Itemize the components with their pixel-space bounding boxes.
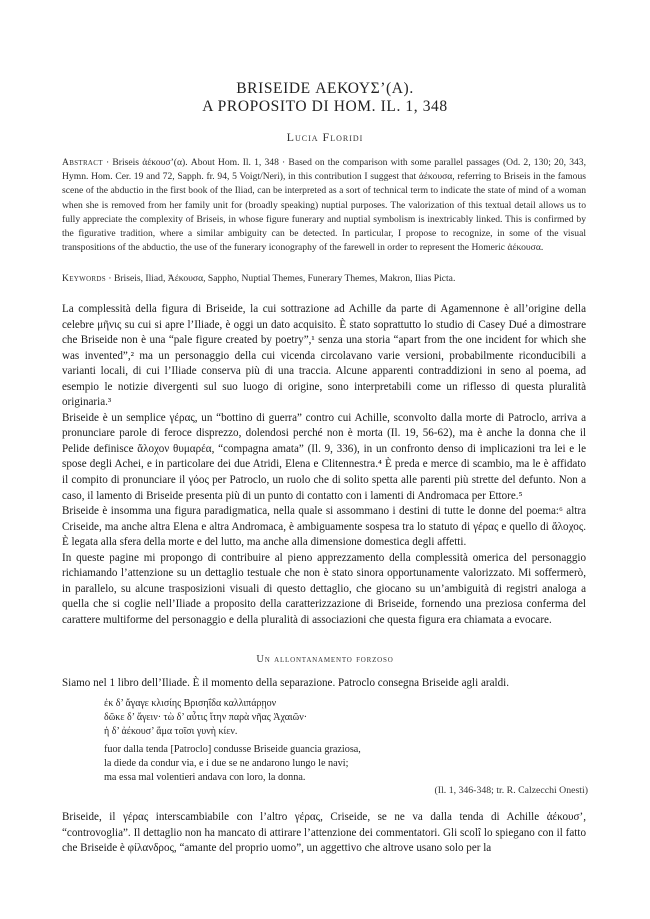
greek-line-1: ἐκ δ’ ἄγαγε κλισίης Βρισηΐδα καλλιπάρῃον bbox=[104, 698, 277, 709]
translation-line-3: ma essa mal volentieri andava con loro, la donna. bbox=[104, 772, 306, 784]
italian-translation bbox=[104, 743, 361, 786]
final-paragraph-block bbox=[62, 810, 586, 857]
section-heading: Un allontanamento forzoso bbox=[256, 654, 394, 665]
greek-line-3: ἡ δ’ ἀέκουσ’ ἅμα τοῖσι γυνὴ κίεν. bbox=[104, 726, 238, 738]
keywords bbox=[62, 272, 586, 286]
quotation-citation: (Il. 1, 346-348; tr. R. Calzecchi Onesti) bbox=[434, 785, 588, 796]
final-paragraph: Briseide, il γέρας interscambiabile con l’altro γέρας, Criseide, se ne va dalla tenda di Achille ἀέκουσ’, “controvoglia”. Il dettaglio non ha mancato di attirare l’attenzione dei commentatori. Gli scolî lo spiegano con il fatto che Briseide è φίλανδρος, “amante del proprio uomo”, un aggettivo che altrove usano solo per la bbox=[62, 811, 586, 855]
translation-line-2: la diede da condur via, e i due se ne andarono lungo le navi; bbox=[104, 758, 349, 770]
body-text bbox=[62, 302, 586, 628]
greek-line-2: δῶκε δ’ ἄγειν· τὼ δ’ αὖτις ἴτην παρὰ νῆας Ἀχαιῶν· bbox=[104, 712, 308, 724]
body-paragraph-2: Briseide è un semplice γέρας, un “bottino di guerra” contro cui Achille, sconvolto dalla morte di Patroclo, arriva a pronunciare parole di feroce disprezzo, dolendosi perché non è morta (Il. 19, 56-62), ma è anche la donna che il Pelide definisce ἄλοχον θυμαρέα, “compagna amata” (Il. 9, 336), in un confronto denso di implicazioni tra lei e le spose degli Achei, e in particolare dei due Atridi, Elena e Clitennestra.⁴ È preda e merce di scambio, ma le è affidato il compito di pronunciare il γόος per Patroclo, un ruolo che di solito spetta alle parenti più strette del defunto. Non a caso, il lamento di Briseide presenta più di un punto di contatto con i lamenti di Andromaca per Ettore.⁵ bbox=[62, 411, 586, 502]
keywords-label: Keywords bbox=[62, 273, 106, 284]
article-title-line-2: A PROPOSITO DI HOM. IL. 1, 348 bbox=[202, 98, 448, 115]
keywords-text: · Briseis, Iliad, Ἀέκουσα, Sappho, Nuptial Themes, Funerary Themes, Makron, Ilias Picta. bbox=[108, 273, 456, 284]
author-name: Lucia Floridi bbox=[286, 130, 364, 144]
translation-line-1: fuor dalla tenda [Patroclo] condusse Briseide guancia graziosa, bbox=[104, 744, 361, 755]
body-paragraph-3: Briseide è insomma una figura paradigmatica, nella quale si assommano i destini di tutte le donne del poema:⁶ altra Criseide, ma anche altra Elena e altra Andromaca, è ambiguamente sospesa tra lo statuto di γέρας e quello di ἄλοχος. È legata alla sfera della morte e del lutto, ma anche alla dimensione domestica degli affetti. bbox=[62, 505, 586, 549]
article-title-line-1: BRISEIDE ΑΕΚΟΥΣ’(Α). bbox=[236, 80, 414, 97]
abstract bbox=[62, 156, 586, 255]
body-paragraph-4: In queste pagine mi propongo di contribuire al pieno apprezzamento della complessità omerica del personaggio richiamando l’attenzione su un dettaglio testuale che non è stato sinora opportunamente valorizzato. Mi soffermerò, in parallelo, su alcune trasposizioni visuali di questo dettaglio, che giocano su un’ambiguità di registri analoga a quella che si coglie nell’Iliade a proposito della caratterizzazione di Briseide, fornendo una preziosa conferma del carattere multiforme del personaggio e della pluralità di associazioni che questa figura era chiamata a evocare. bbox=[62, 551, 586, 626]
abstract-text: · Briseis ἀέκουσ’(α). About Hom. Il. 1, 348 · Based on the comparison with some parallel passages (Od. 2, 130; 20, 343, Hymn. Hom. Cer. 19 and 72, Sapph. fr. 94, 5 Voigt/Neri), in this contribution I suggest that ἀέκουσα, referring to Briseis in the famous scene of the abductio in the first book of the Iliad, can be interpreted as a sort of technical term to indicate the state of mind of a woman when she is removed from her family unit for (broadly speaking) nuptial purposes. The valorization of this textual detail allows us to fully appreciate the complexity of Briseis, in whose figure funerary and nuptial symbolism is inextricably linked. This is confirmed by the figurative tradition, where a similar ambiguity can be detected. In particular, I propose to recognize, in some of the visual transpositions of the abductio, the use of the funerary iconography of the farewell in order to represent the Homeric ἀέκουσα. bbox=[62, 157, 586, 254]
body-paragraph-1: La complessità della figura di Briseide, la cui sottrazione ad Achille da parte di Agamennone è all’origine della celebre μῆνις su cui si apre l’Iliade, è oggi un dato acquisito. È stato soprattutto lo studio di Casey Dué a dimostrare che Briseide non è una “pale figure created by poetry”,¹ senza una storia “apart from the one incident for which she was invented”,² ma un personaggio della cui vicenda circolavano varie versioni, probabilmente riconducibili a varianti locali, di cui l’Iliade conserva più di una traccia. Alcune apparenti contraddizioni in seno al poema, ad esempio le notizie divergenti sul suo luogo di origine, sono interpretabili come un riflesso di questa pluralità originaria.³ bbox=[62, 303, 586, 409]
greek-quotation bbox=[104, 697, 307, 740]
abstract-label: Abstract bbox=[62, 157, 103, 168]
section-intro-line: Siamo nel 1 libro dell’Iliade. È il momento della separazione. Patroclo consegna Briseide agli araldi. bbox=[62, 677, 510, 689]
